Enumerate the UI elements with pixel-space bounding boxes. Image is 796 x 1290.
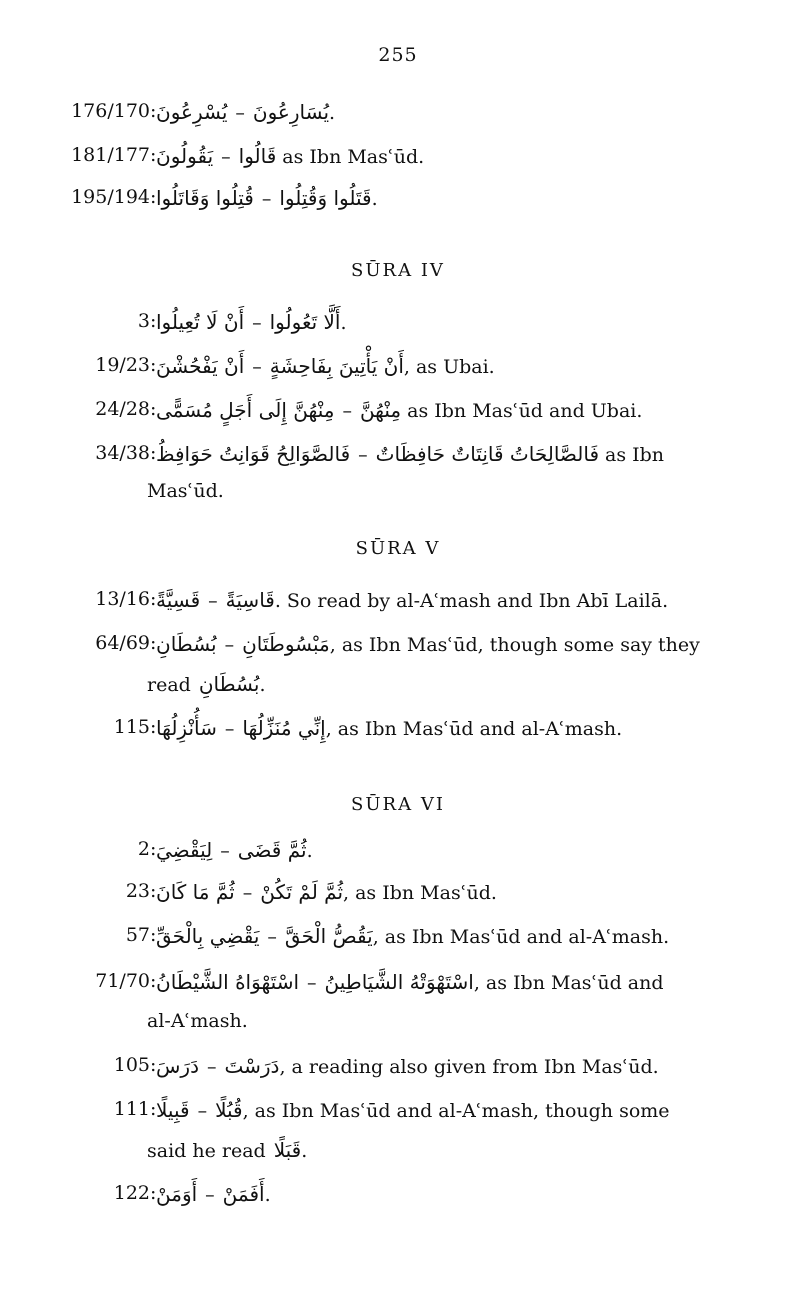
entry-continuation: read بُسُطَانِ .	[147, 672, 266, 696]
sura-heading: SŪRA V	[355, 538, 441, 559]
arabic-variant-reading: سَأُنْزِلُهَا	[156, 716, 217, 740]
verse-reference: 122	[113, 1182, 150, 1204]
arabic-standard-reading: أَنْ يَأْتِينَ بِفَاحِشَةٍ	[269, 354, 404, 378]
page-number: 255	[378, 44, 418, 66]
punctuation: ,	[242, 1100, 249, 1122]
arabic-variant-reading: قَسِيَّةً	[156, 588, 201, 612]
reading-entry: 122 : أَوَمَنْ – أَفَمَنْ .	[113, 1182, 271, 1206]
reading-entry: 57 : يَقْضِي بِالْحَقِّ – يَقُصُّ الْحَقَّ , as Ibn Masʿūd and al-Aʿmash.	[125, 924, 670, 948]
sura-heading: SŪRA VI	[351, 794, 445, 815]
arabic-standard-reading: يُسَارِعُونَ	[252, 100, 330, 124]
arabic-variant-reading: أَنْ يَفْحُشْنَ	[156, 354, 245, 378]
verse-reference: 176/170	[71, 100, 150, 122]
arabic-variant-reading: قَبِيلًا	[156, 1098, 190, 1122]
arabic-variant-reading: يَقْضِي بِالْحَقِّ	[156, 924, 260, 948]
reading-entry: 3 : أَنْ لَا تُعِيلُوا – أَلَّا تَعُولُوا .	[137, 310, 347, 334]
arabic-variant-reading: دَرَسَ	[156, 1054, 199, 1078]
entry-note: as Ibn Masʿūd and	[485, 972, 664, 994]
punctuation: ,	[325, 718, 332, 740]
verse-reference: 115	[113, 716, 150, 738]
arabic-standard-reading: يَقُصُّ الْحَقَّ	[284, 924, 373, 948]
verse-reference: 71/70	[95, 970, 150, 992]
punctuation: ,	[403, 356, 410, 378]
reading-entry: 181/177 : يَقُولُونَ – قَالُوا as Ibn Masʿūd.	[71, 144, 425, 168]
punctuation: .	[340, 312, 347, 334]
entry-note: as Ibn Masʿūd and al-Aʿmash.	[384, 926, 670, 948]
verse-reference: 105	[113, 1054, 150, 1076]
reading-entry: 64/69 : بُسُطَانِ – مَبْسُوطَتَانِ , as Ibn Masʿūd, though some say they	[95, 632, 700, 656]
arabic-standard-reading: ثُمَّ قَضَى	[237, 838, 307, 862]
arabic-variant-reading: يُسْرِعُونَ	[156, 100, 228, 124]
verse-reference: 24/28	[95, 398, 150, 420]
punctuation: .	[306, 840, 313, 862]
reading-entry: 19/23 : أَنْ يَفْحُشْنَ – أَنْ يَأْتِينَ بِفَاحِشَةٍ , as Ubai.	[95, 354, 495, 378]
arabic-variant-reading: قُتِلُوا وَقَاتَلُوا	[156, 186, 254, 210]
reading-entry: 176/170 : يُسْرِعُونَ – يُسَارِعُونَ .	[71, 100, 336, 124]
punctuation: .	[371, 188, 378, 210]
arabic-standard-reading: فَالصَّالِحَاتُ قَانِتَاتٌ حَافِظَاتٌ	[375, 442, 600, 466]
punctuation: .	[274, 590, 281, 612]
reading-entry: 23 : ثُمَّ مَا كَانَ – ثُمَّ لَمْ تَكُنْ , as Ibn Masʿūd.	[125, 880, 497, 904]
entry-note: a reading also given from Ibn Masʿūd.	[291, 1056, 659, 1078]
arabic-variant-reading: أَنْ لَا تُعِيلُوا	[156, 310, 245, 334]
arabic-variant-reading: لِيَقْضِيَ	[156, 838, 213, 862]
arabic-standard-reading: مِنْهُنَّ	[359, 398, 402, 422]
verse-reference: 57	[125, 924, 150, 946]
reading-entry: 34/38 : فَالصَّوَالِحُ قَوَانِتُ حَوَافِظُ – فَالصَّالِحَاتُ قَانِتَاتٌ حَافِظَاتٌ as Ibn	[95, 442, 665, 466]
arabic-continuation-reading: قَبَلًا	[273, 1138, 302, 1162]
arabic-variant-reading: مِنْهُنَّ إِلَى أَجَلٍ مُسَمًّى	[156, 398, 335, 422]
entry-note: as Ibn	[605, 444, 665, 466]
entry-note: as Ibn Masʿūd, though some say they	[341, 634, 700, 656]
continuation-text: al-Aʿmash.	[147, 1010, 248, 1032]
reading-entry: 2 : لِيَقْضِيَ – ثُمَّ قَضَى .	[137, 838, 313, 862]
arabic-variant-reading: ثُمَّ مَا كَانَ	[156, 880, 235, 904]
arabic-standard-reading: ثُمَّ لَمْ تَكُنْ	[260, 880, 344, 904]
arabic-standard-reading: قَالُوا	[238, 144, 277, 168]
entry-continuation: said he read قَبَلًا .	[147, 1138, 308, 1162]
continuation-text: read	[147, 674, 191, 696]
verse-reference: 19/23	[95, 354, 150, 376]
entry-note: as Ibn Masʿūd.	[355, 882, 497, 904]
verse-reference: 111	[113, 1098, 150, 1120]
punctuation: ,	[329, 634, 336, 656]
punctuation: ,	[473, 972, 480, 994]
entry-note: as Ibn Masʿūd and al-Aʿmash.	[337, 718, 623, 740]
arabic-standard-reading: قَاسِيَةً	[225, 588, 275, 612]
verse-reference: 23	[125, 880, 150, 902]
reading-entry: 111 : قَبِيلًا – قُبُلًا , as Ibn Masʿūd and al-Aʿmash, though some	[113, 1098, 670, 1122]
verse-reference: 195/194	[71, 186, 150, 208]
reading-entry: 24/28 : مِنْهُنَّ إِلَى أَجَلٍ مُسَمًّى – مِنْهُنَّ as Ibn Masʿūd and Ubai.	[95, 398, 643, 422]
arabic-standard-reading: إِنِّي مُنَزِّلُهَا	[242, 716, 326, 740]
entry-note: as Ubai.	[415, 356, 495, 378]
reading-entry: 105 : دَرَسَ – دَرَسْتَ , a reading also given from Ibn Masʿūd.	[113, 1054, 659, 1078]
reading-entry: 195/194 : قُتِلُوا وَقَاتَلُوا – قَتَلُوا وَقُتِلُوا .	[71, 186, 378, 210]
reading-entry: 13/16 : قَسِيَّةً – قَاسِيَةً . So read by al-Aʿmash and Ibn Abī Lailā.	[95, 588, 669, 612]
punctuation: ,	[372, 926, 379, 948]
sura-heading: SŪRA IV	[351, 260, 445, 281]
reading-entry: 115 : سَأُنْزِلُهَا – إِنِّي مُنَزِّلُهَا , as Ibn Masʿūd and al-Aʿmash.	[113, 716, 623, 740]
punctuation: ,	[343, 882, 350, 904]
punctuation: ,	[279, 1056, 286, 1078]
arabic-standard-reading: أَلَّا تَعُولُوا	[269, 310, 341, 334]
entry-continuation	[0, 480, 796, 502]
arabic-standard-reading: قُبُلًا	[215, 1098, 243, 1122]
punctuation: .	[264, 1184, 271, 1206]
arabic-variant-reading: يَقُولُونَ	[156, 144, 214, 168]
reading-entry: 71/70 : اسْتَهْوَاهُ الشَّيْطَانُ – اسْتَهْوَتْهُ الشَّيَاطِينُ , as Ibn Masʿūd and	[95, 970, 664, 994]
verse-reference: 3	[137, 310, 150, 332]
entry-note: as Ibn Masʿūd.	[282, 146, 425, 168]
arabic-standard-reading: اسْتَهْوَتْهُ الشَّيَاطِينُ	[324, 970, 474, 994]
entry-continuation	[0, 1010, 796, 1032]
entry-note: So read by al-Aʿmash and Ibn Abī Lailā.	[286, 590, 669, 612]
arabic-standard-reading: دَرَسْتَ	[224, 1054, 280, 1078]
punctuation: .	[329, 102, 336, 124]
arabic-variant-reading: اسْتَهْوَاهُ الشَّيْطَانُ	[156, 970, 300, 994]
arabic-continuation-reading: بُسُطَانِ	[198, 672, 260, 696]
arabic-standard-reading: قَتَلُوا وَقُتِلُوا	[279, 186, 372, 210]
arabic-variant-reading: فَالصَّوَالِحُ قَوَانِتُ حَوَافِظُ	[156, 442, 351, 466]
verse-reference: 2	[137, 838, 150, 860]
verse-reference: 34/38	[95, 442, 150, 464]
continuation-text: said he read	[147, 1140, 266, 1162]
arabic-variant-reading: بُسُطَانِ	[156, 632, 217, 656]
arabic-standard-reading: مَبْسُوطَتَانِ	[242, 632, 330, 656]
verse-reference: 13/16	[95, 588, 150, 610]
verse-reference: 181/177	[71, 144, 150, 166]
continuation-text: Masʿūd.	[147, 480, 224, 502]
entry-note: as Ibn Masʿūd and al-Aʿmash, though some	[254, 1100, 670, 1122]
arabic-variant-reading: أَوَمَنْ	[156, 1182, 198, 1206]
entry-note: as Ibn Masʿūd and Ubai.	[407, 400, 643, 422]
verse-reference: 64/69	[95, 632, 150, 654]
arabic-standard-reading: أَفَمَنْ	[222, 1182, 265, 1206]
